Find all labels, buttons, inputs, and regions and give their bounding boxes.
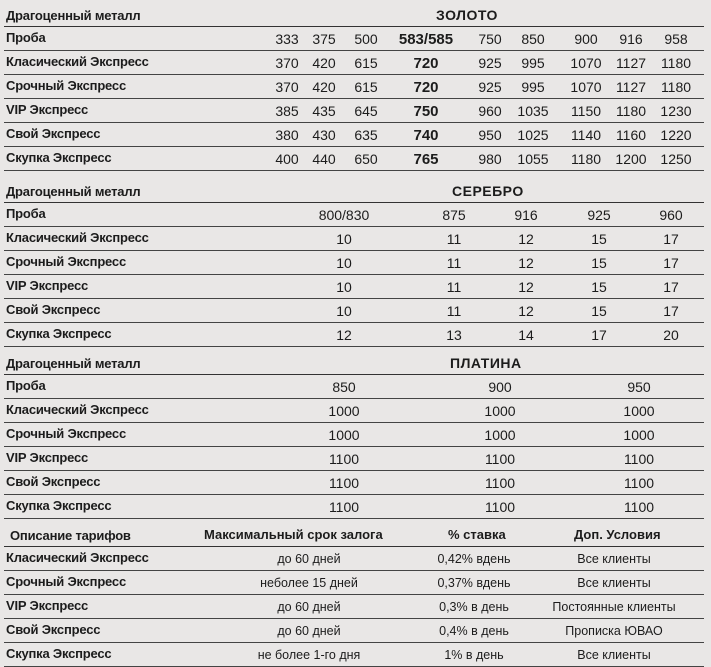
silver-value: 12 xyxy=(336,327,352,343)
tariff-name: Срочный Экспресс xyxy=(6,574,126,589)
gold-value: 370 xyxy=(275,55,299,71)
gold-probe: 850 xyxy=(521,31,545,47)
silver-table xyxy=(4,182,704,347)
tariffs-header-conditions: Доп. Условия xyxy=(574,527,661,542)
silver-row xyxy=(4,251,704,275)
tariffs-header-term: Максимальный срок залога xyxy=(204,527,383,542)
gold-value: 380 xyxy=(275,127,299,143)
platinum-header xyxy=(4,354,704,374)
gold-value: 1025 xyxy=(517,127,549,143)
silver-row xyxy=(4,275,704,299)
silver-value: 10 xyxy=(336,231,352,247)
silver-value: 10 xyxy=(336,255,352,271)
platinum-value: 1000 xyxy=(328,403,360,419)
gold-value: 1127 xyxy=(615,79,647,95)
gold-probe: 500 xyxy=(354,31,378,47)
platinum-row xyxy=(4,399,704,423)
silver-value: 15 xyxy=(591,303,607,319)
tariff-row xyxy=(4,619,704,643)
silver-value: 17 xyxy=(663,231,679,247)
platinum-value: 1000 xyxy=(623,403,655,419)
gold-row xyxy=(4,99,704,123)
gold-table xyxy=(4,6,704,171)
tariff-row xyxy=(4,546,704,571)
silver-value: 15 xyxy=(591,231,607,247)
gold-value: 400 xyxy=(275,151,299,167)
gold-value: 1055 xyxy=(517,151,549,167)
gold-value: 1070 xyxy=(570,79,602,95)
gold-value: 720 xyxy=(413,79,439,96)
gold-probe-row xyxy=(4,26,704,51)
tariff-row xyxy=(4,571,704,595)
silver-value: 17 xyxy=(663,303,679,319)
tariff-name: Срочный Экспресс xyxy=(6,254,126,269)
tariff-rate: 0,3% в день xyxy=(439,600,509,614)
silver-value: 10 xyxy=(336,279,352,295)
gold-value: 420 xyxy=(312,79,336,95)
gold-value: 645 xyxy=(354,103,378,119)
gold-value: 1140 xyxy=(570,127,602,143)
gold-value: 1160 xyxy=(615,127,647,143)
silver-value: 11 xyxy=(446,303,462,319)
tariff-name: Скупка Экспресс xyxy=(6,498,112,513)
tariff-conditions: Все клиенты xyxy=(577,648,651,662)
gold-value: 435 xyxy=(312,103,336,119)
tariff-name: Скупка Экспресс xyxy=(6,326,112,341)
platinum-probe: 900 xyxy=(488,379,512,395)
gold-value: 650 xyxy=(354,151,378,167)
gold-title: ЗОЛОТО xyxy=(436,7,498,23)
platinum-metal-label: Драгоценный металл xyxy=(6,356,141,371)
silver-value: 17 xyxy=(663,279,679,295)
silver-value: 11 xyxy=(446,279,462,295)
platinum-probe: 950 xyxy=(627,379,651,395)
gold-value: 765 xyxy=(413,151,439,168)
tariff-name: Класический Экспресс xyxy=(6,550,149,565)
gold-probe: 900 xyxy=(574,31,598,47)
tariff-conditions: Постоянные клиенты xyxy=(552,600,676,614)
tariff-name: Срочный Экспресс xyxy=(6,78,126,93)
platinum-value: 1100 xyxy=(623,451,655,467)
silver-value: 11 xyxy=(446,231,462,247)
tariff-conditions: Прописка ЮВАО xyxy=(565,624,663,638)
gold-probe-label: Проба xyxy=(6,30,46,45)
gold-value: 995 xyxy=(521,55,545,71)
gold-value: 1220 xyxy=(660,127,692,143)
silver-header xyxy=(4,182,704,202)
silver-value: 12 xyxy=(518,279,534,295)
platinum-value: 1100 xyxy=(623,499,655,515)
silver-probe-label: Проба xyxy=(6,206,46,221)
tariff-conditions: Все клиенты xyxy=(577,552,651,566)
platinum-probe: 850 xyxy=(332,379,356,395)
gold-row xyxy=(4,51,704,75)
silver-probe: 925 xyxy=(587,207,611,223)
gold-value: 1180 xyxy=(615,103,647,119)
tariff-name: VIP Экспресс xyxy=(6,278,89,293)
tariff-name: VIP Экспресс xyxy=(6,598,89,613)
gold-probe: 583/585 xyxy=(398,31,454,48)
platinum-table xyxy=(4,354,704,519)
silver-row xyxy=(4,299,704,323)
platinum-value: 1100 xyxy=(484,475,516,491)
silver-value: 17 xyxy=(663,255,679,271)
silver-probe-row xyxy=(4,202,704,227)
gold-value: 370 xyxy=(275,79,299,95)
platinum-title: ПЛАТИНА xyxy=(450,355,522,371)
gold-value: 1127 xyxy=(615,55,647,71)
silver-value: 12 xyxy=(518,231,534,247)
tariff-name: Скупка Экспресс xyxy=(6,646,112,661)
gold-value: 385 xyxy=(275,103,299,119)
silver-probe: 800/830 xyxy=(318,207,370,223)
silver-row xyxy=(4,227,704,251)
gold-probe: 958 xyxy=(664,31,688,47)
gold-row xyxy=(4,123,704,147)
platinum-value: 1100 xyxy=(484,499,516,515)
gold-value: 1035 xyxy=(517,103,549,119)
silver-value: 20 xyxy=(663,327,679,343)
silver-probe: 960 xyxy=(659,207,683,223)
platinum-value: 1000 xyxy=(623,427,655,443)
tariff-term: не более 1-го дня xyxy=(257,648,361,662)
gold-value: 615 xyxy=(354,79,378,95)
gold-value: 1180 xyxy=(660,55,692,71)
gold-value: 1200 xyxy=(615,151,647,167)
tariff-rate: 0,42% вдень xyxy=(437,552,511,566)
tariff-term: до 60 дней xyxy=(277,552,341,566)
gold-value: 1070 xyxy=(570,55,602,71)
silver-value: 10 xyxy=(336,303,352,319)
platinum-value: 1000 xyxy=(328,427,360,443)
tariffs-header-rate: % ставка xyxy=(448,527,506,542)
gold-row xyxy=(4,75,704,99)
tariffs-header-name: Описание тарифов xyxy=(10,528,131,543)
tariff-name: Класический Экспресс xyxy=(6,54,149,69)
gold-value: 1250 xyxy=(660,151,692,167)
gold-value: 925 xyxy=(478,55,502,71)
gold-probe: 916 xyxy=(619,31,643,47)
platinum-row xyxy=(4,447,704,471)
gold-value: 950 xyxy=(478,127,502,143)
silver-probe: 916 xyxy=(514,207,538,223)
platinum-probe-label: Проба xyxy=(6,378,46,393)
platinum-row xyxy=(4,495,704,519)
gold-value: 925 xyxy=(478,79,502,95)
tariff-rate: 0,37% вдень xyxy=(437,576,511,590)
silver-value: 13 xyxy=(446,327,462,343)
silver-value: 17 xyxy=(591,327,607,343)
silver-value: 14 xyxy=(518,327,534,343)
tariff-name: Свой Экспресс xyxy=(6,302,101,317)
platinum-value: 1000 xyxy=(484,427,516,443)
tariff-name: Свой Экспресс xyxy=(6,126,101,141)
gold-value: 960 xyxy=(478,103,502,119)
tariff-name: Класический Экспресс xyxy=(6,230,149,245)
gold-value: 440 xyxy=(312,151,336,167)
tariff-term: неболее 15 дней xyxy=(260,576,358,590)
gold-value: 635 xyxy=(354,127,378,143)
gold-probe: 375 xyxy=(312,31,336,47)
silver-value: 15 xyxy=(591,279,607,295)
gold-value: 720 xyxy=(413,55,439,72)
gold-value: 1180 xyxy=(660,79,692,95)
tariff-row xyxy=(4,643,704,667)
platinum-value: 1100 xyxy=(328,499,360,515)
tariff-conditions: Все клиенты xyxy=(577,576,651,590)
tariff-name: VIP Экспресс xyxy=(6,102,89,117)
gold-value: 615 xyxy=(354,55,378,71)
silver-value: 15 xyxy=(591,255,607,271)
gold-metal-label: Драгоценный металл xyxy=(6,8,141,23)
silver-value: 12 xyxy=(518,255,534,271)
gold-value: 995 xyxy=(521,79,545,95)
tariffs-header xyxy=(4,526,704,546)
gold-value: 1180 xyxy=(570,151,602,167)
platinum-value: 1000 xyxy=(484,403,516,419)
gold-value: 1230 xyxy=(660,103,692,119)
tariff-row xyxy=(4,595,704,619)
platinum-value: 1100 xyxy=(484,451,516,467)
platinum-value: 1100 xyxy=(328,475,360,491)
tariff-rate: 0,4% в день xyxy=(439,624,509,638)
gold-value: 750 xyxy=(413,103,439,120)
gold-value: 430 xyxy=(312,127,336,143)
platinum-value: 1100 xyxy=(328,451,360,467)
silver-row xyxy=(4,323,704,347)
gold-row xyxy=(4,147,704,171)
silver-value: 11 xyxy=(446,255,462,271)
tariff-name: Класический Экспресс xyxy=(6,402,149,417)
tariff-name: Свой Экспресс xyxy=(6,622,101,637)
platinum-row xyxy=(4,423,704,447)
gold-probe: 750 xyxy=(478,31,502,47)
tariff-term: до 60 дней xyxy=(277,624,341,638)
tariff-name: Срочный Экспресс xyxy=(6,426,126,441)
tariff-name: Свой Экспресс xyxy=(6,474,101,489)
silver-value: 12 xyxy=(518,303,534,319)
gold-value: 740 xyxy=(413,127,439,144)
silver-probe: 875 xyxy=(442,207,466,223)
tariff-term: до 60 дней xyxy=(277,600,341,614)
tariff-name: VIP Экспресс xyxy=(6,450,89,465)
gold-value: 1150 xyxy=(570,103,602,119)
platinum-row xyxy=(4,471,704,495)
gold-probe: 333 xyxy=(275,31,299,47)
silver-metal-label: Драгоценный металл xyxy=(6,184,141,199)
gold-value: 980 xyxy=(478,151,502,167)
gold-header xyxy=(4,6,704,26)
gold-value: 420 xyxy=(312,55,336,71)
platinum-value: 1100 xyxy=(623,475,655,491)
silver-title: СЕРЕБРО xyxy=(452,183,524,199)
platinum-probe-row xyxy=(4,374,704,399)
tariff-name: Скупка Экспресс xyxy=(6,150,112,165)
tariff-rate: 1% в день xyxy=(444,648,504,662)
tariffs-table xyxy=(4,526,704,667)
